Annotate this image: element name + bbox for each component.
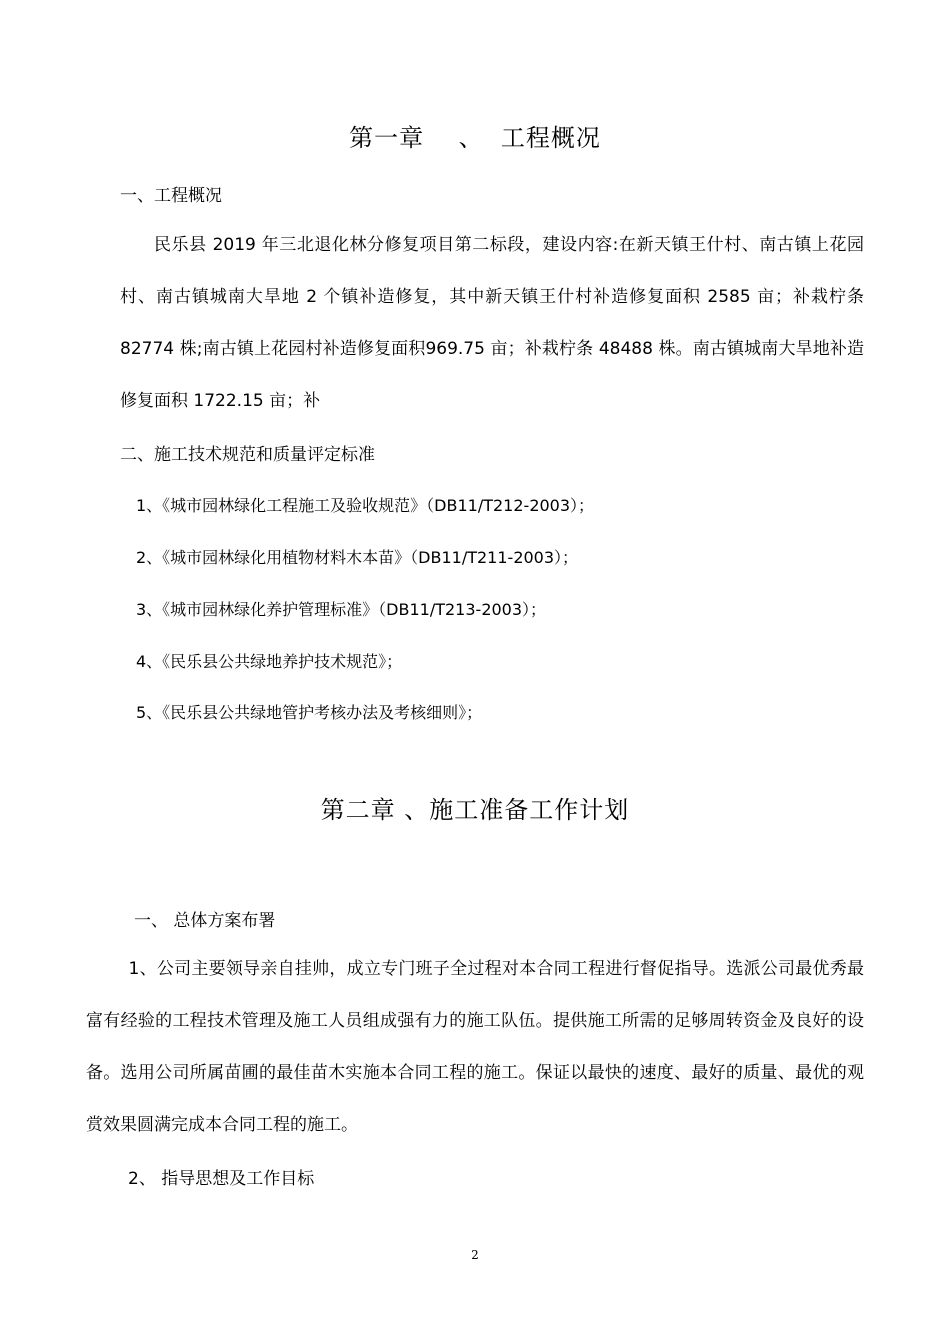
standard-item: 5、《民乐县公共绿地管护考核办法及考核细则》； — [136, 703, 483, 722]
standard-item: 3、《城市园林绿化养护管理标准》（DB11/T213-2003）； — [136, 600, 547, 619]
standard-item: 4、《民乐县公共绿地养护技术规范》； — [136, 652, 403, 671]
section-heading-standards: 二、施工技术规范和质量评定标准 — [120, 445, 375, 465]
project-overview-paragraph: 民乐县 2019 年三北退化林分修复项目第二标段，建设内容:在新天镇王什村、南古镇上花园村、南古镇城南大旱地 2 个镇补造修复，其中新天镇王什村补造修复面积 2585 亩；补栽柠条 82774 株;南古镇上花园村补造修复面积969.75 亩；补栽柠条 48488 株。南古镇城南大旱地补造修复面积 1722.15 亩；补 — [120, 235, 864, 411]
section-heading-project-overview: 一、工程概况 — [120, 186, 222, 206]
subheading-guiding-ideas: 2、 指导思想及工作目标 — [128, 1169, 315, 1189]
section-heading-overall-plan: 一、 总体方案布署 — [134, 911, 276, 931]
overall-plan-paragraph: 1、公司主要领导亲自挂帅，成立专门班子全过程对本合同工程进行督促指导。选派公司最优秀最富有经验的工程技术管理及施工人员组成强有力的施工队伍。提供施工所需的足够周转资金及良好的设备。选用公司所属苗圃的最佳苗木实施本合同工程的施工。保证以最快的速度、最好的质量、最优的观赏效果圆满完成本合同工程的施工。 — [86, 959, 864, 1135]
standard-item: 1、《城市园林绿化工程施工及验收规范》（DB11/T212-2003）； — [136, 496, 595, 515]
standard-item: 2、《城市园林绿化用植物材料木本苗》（DB11/T211-2003）； — [136, 548, 579, 567]
chapter-1-title: 第一章 、 工程概况 — [349, 124, 601, 152]
chapter-2-title: 第二章 、施工准备工作计划 — [320, 796, 630, 824]
page-number: 2 — [471, 1248, 479, 1262]
